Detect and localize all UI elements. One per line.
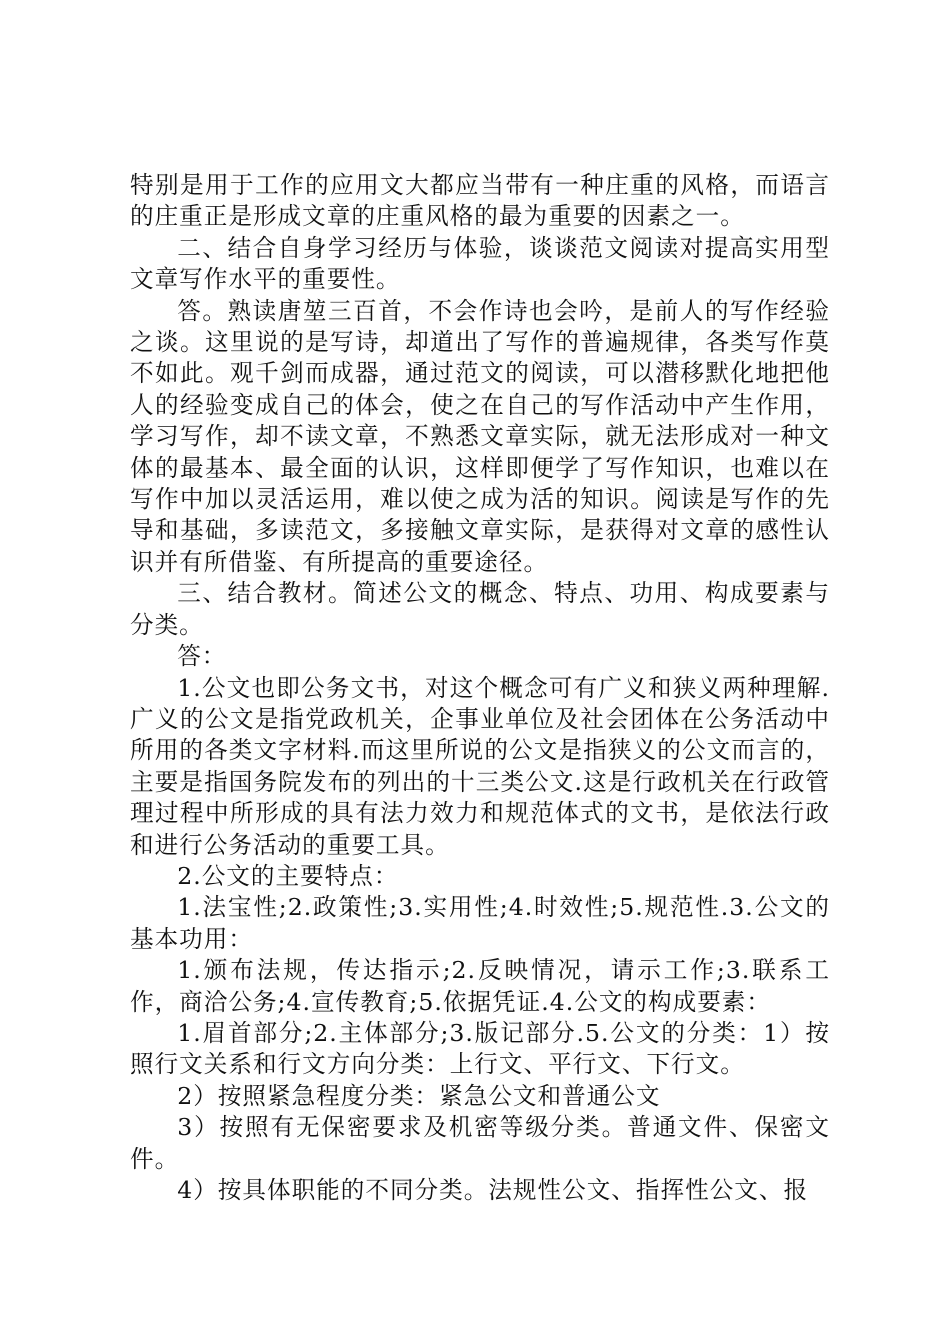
answer-three-label: 答： [177,642,227,671]
features-list: 1.法宝性;2.政策性;3.实用性;4.时效性;5.规范性.3.公文的基本功用： [130,893,830,953]
elements-and-classification: 1.眉首部分;2.主体部分;3.版记部分.5.公文的分类：1）按照行文关系和行文方向分类：上行文、平行文、下行文。 [130,1018,830,1079]
document-body [130,170,830,1206]
question-three-heading: 三、结合教材。简述公文的概念、特点、功用、构成要素与分类。 [130,579,830,639]
concept-paragraph: 1.公文也即公务文书，对这个概念可有广义和狭义两种理解.广义的公文是指党政机关，企事业单位及社会团体在公务活动中所用的各类文字材料.而这里所说的公文是指狭义的公文而言的，主要是指国务院发布的列出的十三类公文.这是行政机关在行政管理过程中所形成的具有法力效力和规范体式的文书，是依法行政和进行公务活动的重要工具。 [130,673,830,859]
paragraph-intro-continued: 特别是用于工作的应用文大都应当带有一种庄重的风格，而语言的庄重正是形成文章的庄重风格的最为重要的因素之一。 [130,171,830,231]
classification-urgency: 2）按照紧急程度分类：紧急公文和普通公文 [177,1081,661,1110]
functions-list: 1.颁布法规，传达指示;2.反映情况，请示工作;3.联系工作，商洽公务;4.宣传教育;5.依据凭证.4.公文的构成要素： [130,956,830,1016]
answer-two-paragraph: 答。熟读唐堃三百首，不会作诗也会吟，是前人的写作经验之谈。这里说的是写诗，却道出了写作的普遍规律，各类写作莫不如此。观千剑而成器，通过范文的阅读，可以潜移默化地把他人的经验变成自己的体会，使之在自己的写作活动中产生作用，学习写作，却不读文章，不熟悉文章实际，就无法形成对一种文体的最基本、最全面的认识，这样即便学了写作知识，也难以在写作中加以灵活运用，难以使之成为活的知识。阅读是写作的先导和基础，多读范文，多接触文章实际，是获得对文章的感性认识并有所借鉴、有所提高的重要途径。 [130,296,830,576]
features-heading: 2.公文的主要特点： [177,861,399,890]
classification-function: 4）按具体职能的不同分类。法规性公文、指挥性公文、报 [177,1176,809,1204]
question-two-heading: 二、结合自身学习经历与体验，谈谈范文阅读对提高实用型文章写作水平的重要性。 [130,233,830,294]
classification-secrecy: 3）按照有无保密要求及机密等级分类。普通文件、保密文件。 [130,1113,830,1173]
